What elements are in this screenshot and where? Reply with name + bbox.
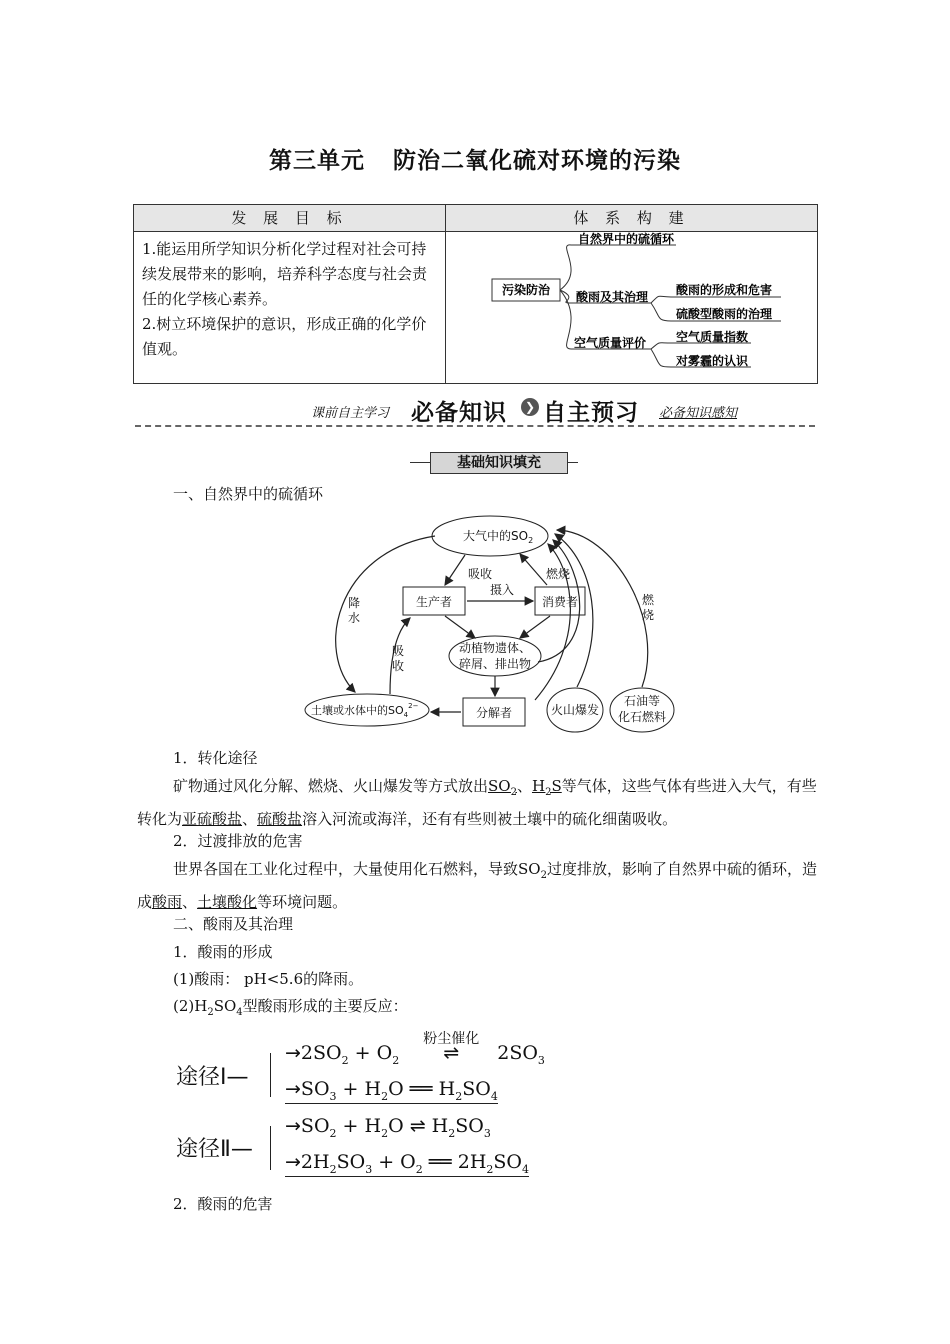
banner-divider	[135, 425, 815, 427]
remains-label-2: 碎屑、排出物	[458, 657, 532, 671]
answer-soil-acidification: 土壤酸化	[197, 893, 258, 911]
banner-big-b: 自主预习	[543, 400, 639, 426]
arrow-absorb	[445, 555, 465, 585]
arrow-consumer-remains	[520, 616, 550, 638]
mindmap-b2-item1: 酸雨的形成和危害	[676, 283, 773, 297]
route-2-eq-1: $\to SO_2 + H_2O$ ⇌ $H_2SO_3$	[285, 1115, 491, 1140]
arrow-producer-remains	[445, 616, 475, 638]
paragraph-2: 世界各国在工业化过程中，大量使用化石燃料，导致$SO_2$过度排放，影响了自然界中硫的循环，造成酸雨、土壤酸化等环境问题。	[137, 860, 817, 911]
section-banner	[135, 390, 815, 428]
fill-line-left	[410, 462, 430, 463]
route-1-label: 途径Ⅰ—	[176, 1065, 249, 1090]
page-title	[0, 142, 950, 175]
ingest-label: 摄入	[490, 583, 515, 597]
section2-heading: 二、酸雨及其治理	[173, 915, 294, 933]
decomposer-label: 分解者	[475, 706, 513, 720]
consumer-label: 消费者	[541, 595, 579, 609]
burn2-label-1: 燃	[642, 593, 655, 607]
rain-label-2: 水	[348, 611, 361, 625]
fill-line-right	[568, 462, 578, 463]
unit-label: 第三单元	[269, 148, 365, 174]
rain-label-1: 降	[348, 596, 361, 610]
banner-arrow-icon: ❯	[521, 398, 539, 416]
s1-2-heading: 2．过渡排放的危害	[173, 832, 303, 850]
soil-label: 土壤或水体中的$SO_4^{2-}$	[311, 702, 419, 719]
route-2-label: 途径Ⅱ—	[176, 1137, 253, 1162]
remains-label-1: 动植物遗体、	[458, 641, 532, 655]
s2-2-heading: 2．酸雨的危害	[173, 1195, 273, 1213]
header-system: 体 系 构 建	[446, 205, 817, 232]
answer-so2: $SO_2$	[488, 777, 517, 798]
answer-acid-rain: 酸雨	[152, 893, 183, 911]
absorb2-label-1: 吸	[392, 644, 405, 658]
atmosphere-label: 大气中的$SO_2$	[463, 529, 534, 545]
answer-sulfite: 亚硫酸盐	[182, 810, 243, 828]
goals-cell	[142, 237, 440, 362]
volcano-label: 火山爆发	[550, 703, 600, 717]
paragraph-1: 矿物通过风化分解、燃烧、火山爆发等方式放出$SO_2$、$H_2S$等气体，这些气体有些进入大气，有些转化为亚硫酸盐、硫酸盐溶入河流或海洋，还有有些则被土壤中的硫化细菌吸收。	[137, 777, 817, 828]
fossil-label-1: 石油等	[623, 694, 661, 708]
burn2-label-2: 烧	[642, 608, 655, 622]
header-goals: 发 展 目 标	[134, 205, 446, 232]
producer-label: 生产者	[415, 595, 453, 609]
mindmap-branch3: 空气质量评价	[574, 336, 647, 350]
s2-1-heading: 1．酸雨的形成	[173, 943, 273, 961]
answer-sulfate: 硫酸盐	[257, 810, 303, 828]
route-1-eq-2: $\to SO_3 + H_2O$ ══ $H_2SO_4$	[285, 1078, 498, 1103]
reversible-arrow-icon: ⇌	[443, 1042, 460, 1064]
arrow-consumer-burn	[520, 554, 547, 585]
goal-1: 1.能运用所学知识分析化学过程对社会可持续发展带来的影响，培养科学态度与社会责任的化学核心素养。	[142, 240, 428, 308]
fossil-label-2: 化石燃料	[617, 710, 667, 724]
banner-left: 课前自主学习	[311, 406, 390, 421]
mindmap-b3-item1: 空气质量指数	[676, 330, 749, 344]
mindmap-branch2: 酸雨及其治理	[576, 290, 649, 304]
h2so4-line: $(2)H_2SO_4$型酸雨形成的主要反应：	[173, 997, 408, 1018]
mindmap-branch1: 自然界中的硫循环	[578, 232, 675, 246]
mindmap-b2-item2: 硫酸型酸雨的治理	[676, 307, 773, 321]
unit-topic: 防治二氧化硫对环境的污染	[393, 148, 681, 174]
mind-map	[446, 231, 818, 383]
sulfur-cycle-diagram	[295, 512, 705, 737]
fill-label: 基础知识填充	[430, 452, 568, 474]
route-2-eq-2: $\to 2H_2SO_3 + O_2$ ══ $2H_2SO_4$	[285, 1151, 529, 1176]
acid-rain-definition: (1)酸雨： pH<5.6的降雨。	[173, 970, 364, 988]
route-1-bracket	[270, 1053, 285, 1097]
s1-1-heading: 1．转化途径	[173, 749, 258, 767]
banner-right: 必备知识感知	[659, 406, 738, 421]
catalyst-label: 粉尘催化	[423, 1031, 480, 1047]
route-1-eq-1: $\to 2SO_2 + O_2$ 粉尘催化 ⇌ $2SO_3$	[285, 1042, 545, 1067]
route-2-bracket	[270, 1126, 285, 1170]
answer-h2s: $H_2S$	[531, 777, 562, 798]
mindmap-b3-item2: 对雾霾的认识	[676, 354, 749, 368]
section1-heading: 一、自然界中的硫循环	[173, 485, 324, 503]
burn-label: 燃烧	[546, 567, 571, 581]
mindmap-root: 污染防治	[501, 283, 551, 297]
absorb2-label-2: 收	[392, 659, 405, 673]
banner-big-a: 必备知识	[411, 400, 507, 426]
goals-table	[133, 204, 818, 384]
absorb-label: 吸收	[468, 567, 493, 581]
goal-2: 2.树立环境保护的意识，形成正确的化学价值观。	[142, 315, 427, 358]
